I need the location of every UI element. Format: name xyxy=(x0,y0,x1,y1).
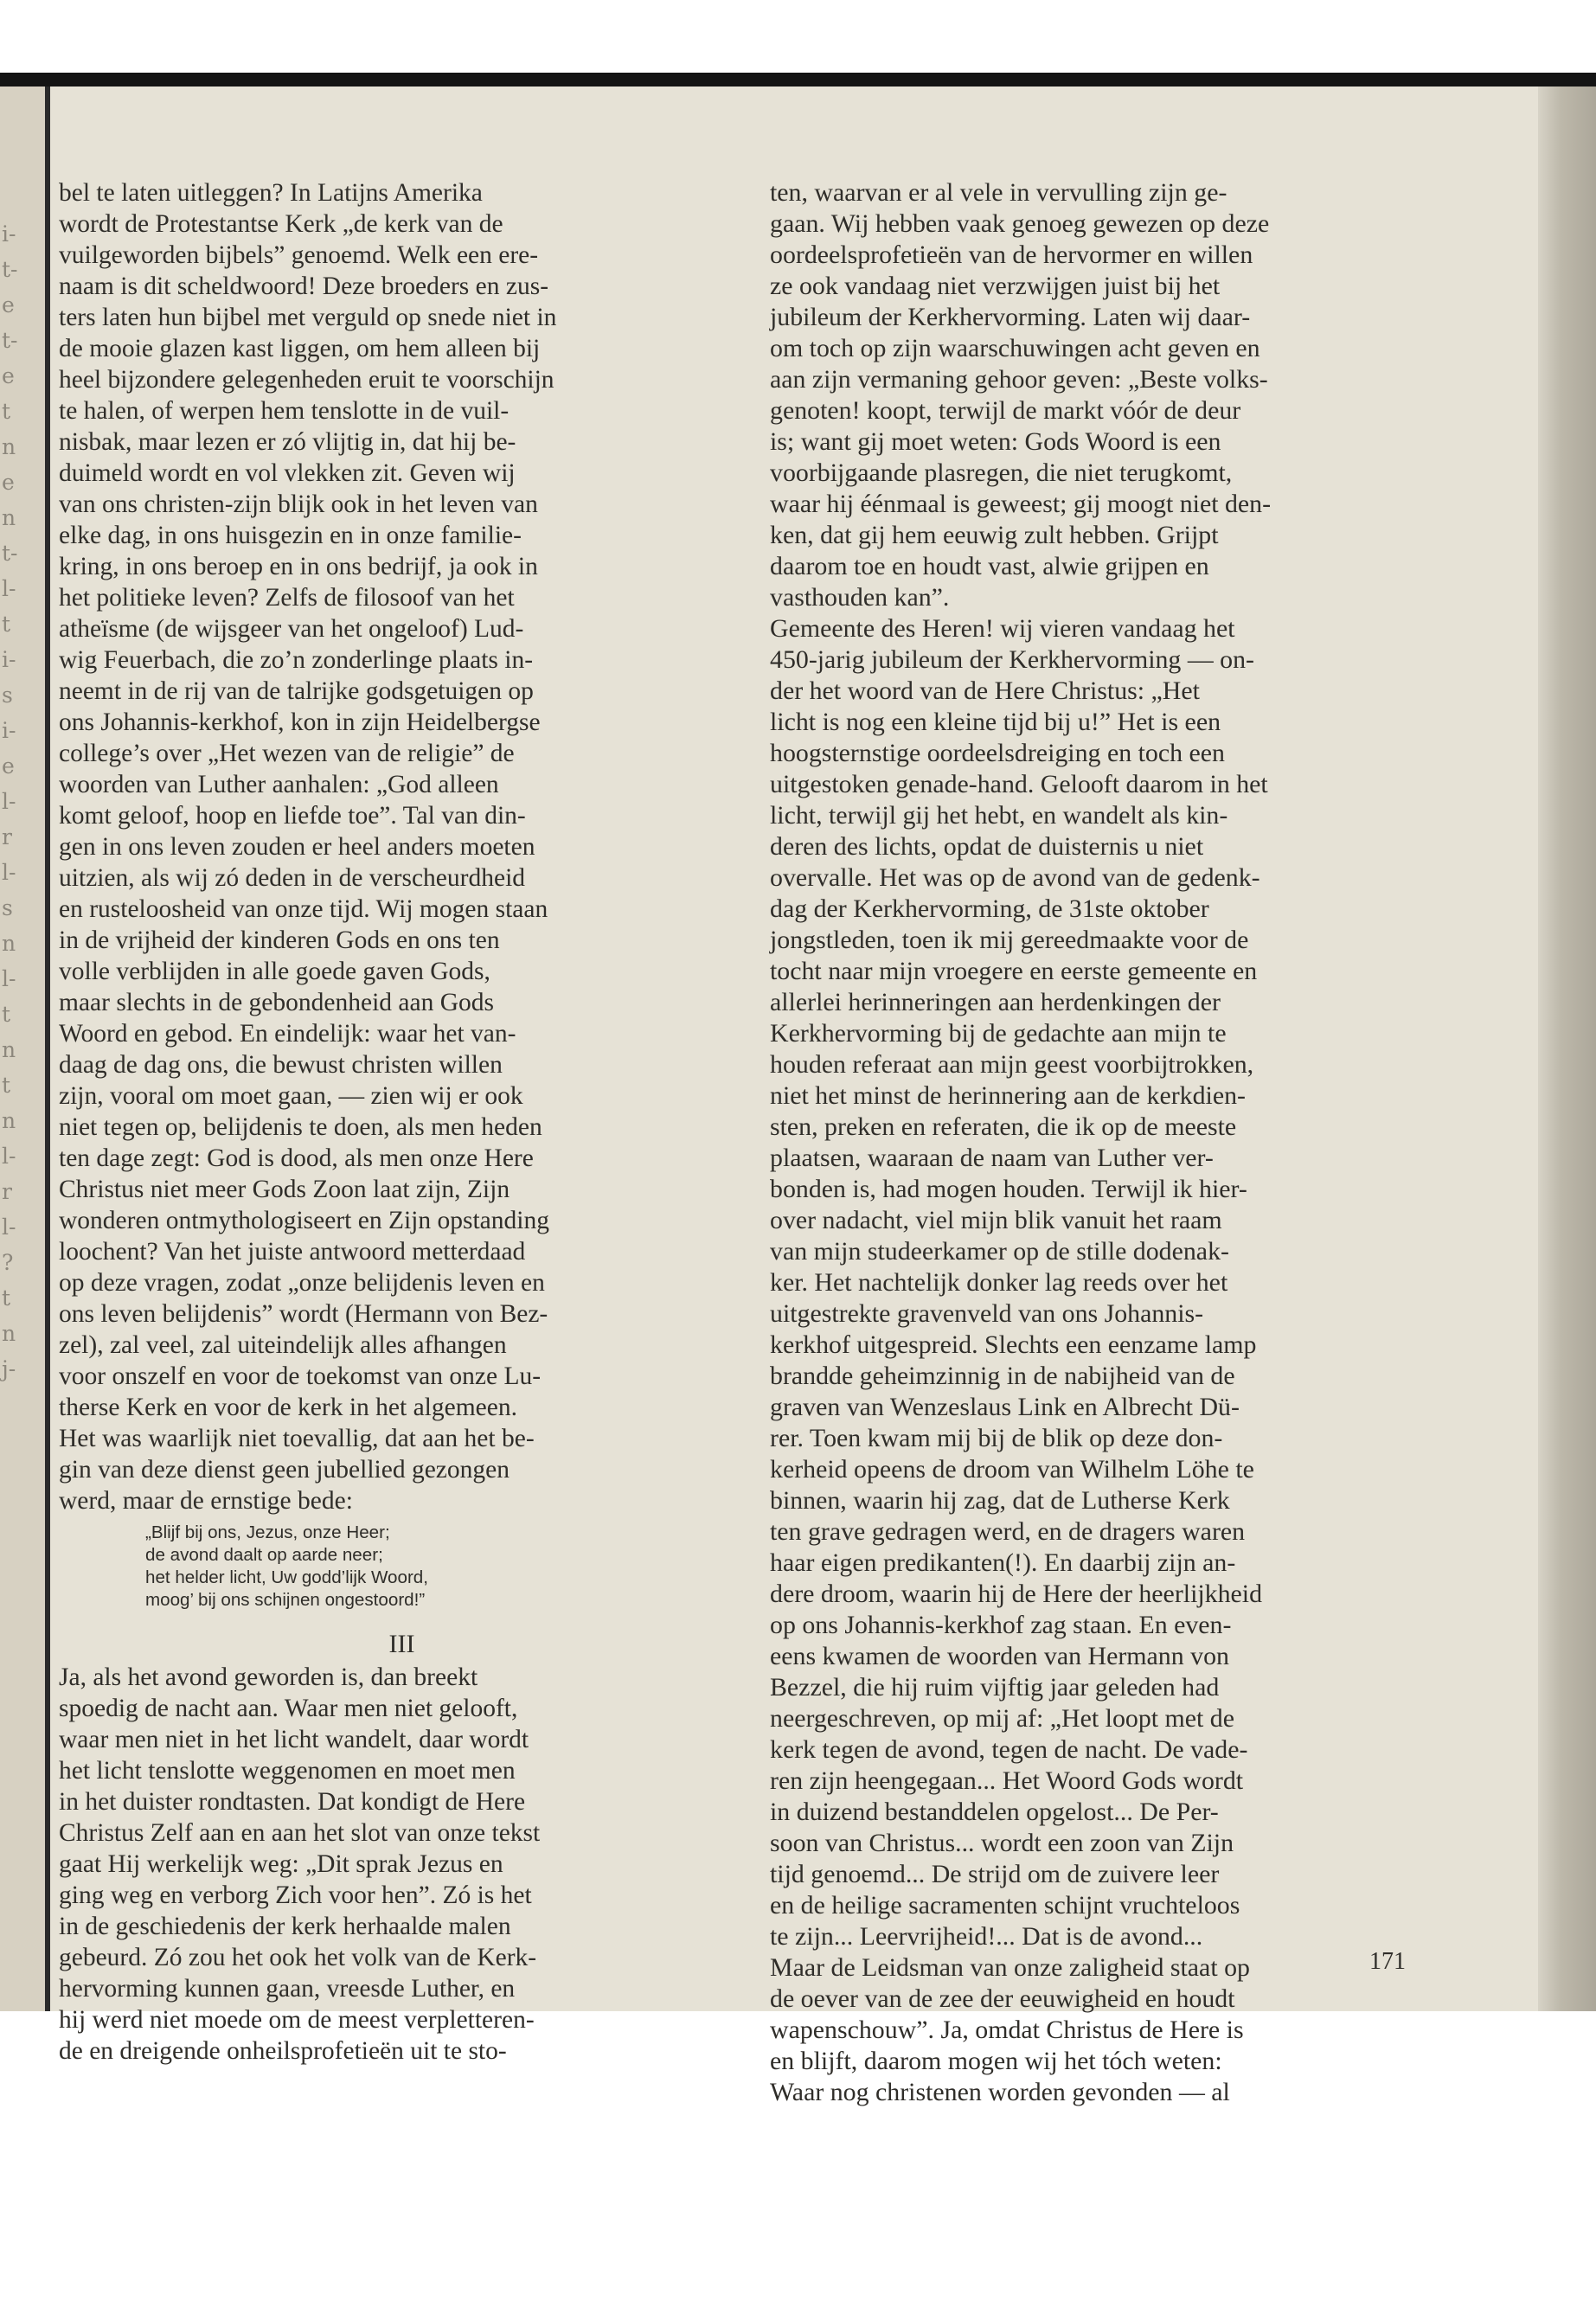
margin-fragment: t- xyxy=(2,541,18,566)
margin-fragment: r xyxy=(2,1179,12,1204)
margin-fragment: l- xyxy=(2,789,16,814)
text-line: het politieke leven? Zelfs de filosoof van het xyxy=(59,584,515,612)
text-line: te halen, of werpen hem tenslotte in de vuil- xyxy=(59,397,510,425)
text-line: sten, preken en referaten, die ik op de meeste xyxy=(770,1112,1237,1141)
page-edge-stack xyxy=(1538,87,1596,2011)
text-line: uitgestrekte gravenveld van ons Johannis- xyxy=(770,1299,1204,1328)
text-line: waar hij éénmaal is geweest; gij moogt niet den- xyxy=(770,490,1272,518)
text-line: Ja, als het avond geworden is, dan breekt xyxy=(59,1663,478,1691)
margin-fragment: i- xyxy=(2,647,16,672)
text-line: Bezzel, die hij ruim vijftig jaar geleden had xyxy=(770,1673,1220,1702)
margin-fragment: e xyxy=(2,753,15,779)
margin-fragment: l- xyxy=(2,1144,16,1169)
margin-fragment: e xyxy=(2,363,15,388)
text-line: vasthouden kan”. xyxy=(770,583,950,612)
margin-fragment: l- xyxy=(2,966,16,991)
text-line: waar men niet in het licht wandelt, daar wordt xyxy=(59,1726,529,1753)
text-line: Christus Zelf aan en aan het slot van onze tekst xyxy=(59,1819,541,1847)
text-line: ker. Het nachtelijk donker lag reeds over het xyxy=(770,1268,1228,1297)
text-line: niet het minst de herinnering aan de kerkdien- xyxy=(770,1081,1247,1110)
text-line: tocht naar mijn vroegere en eerste gemeente en xyxy=(770,957,1258,985)
text-line: maar slechts in de gebondenheid aan Gods xyxy=(59,989,494,1016)
text-line: haar eigen predikanten(!). En daarbij zijn an- xyxy=(770,1548,1236,1577)
text-line: over nadacht, viel mijn blik vanuit het raam xyxy=(770,1206,1222,1234)
text-line: graven van Wenzeslaus Link en Albrecht Dü- xyxy=(770,1393,1240,1421)
text-line: gaat Hij werkelijk weg: „Dit sprak Jezus en xyxy=(59,1850,503,1878)
text-line: 450-jarig jubileum der Kerkhervorming — on- xyxy=(770,645,1255,674)
text-line: ten grave gedragen werd, en de dragers waren xyxy=(770,1517,1246,1546)
text-line: op ons Johannis-kerkhof zag staan. En even- xyxy=(770,1611,1232,1639)
text-line: gin van deze dienst geen jubellied gezongen xyxy=(59,1456,510,1484)
text-line: hoogsternstige oordeelsdreiging en toch een xyxy=(770,739,1225,767)
text-line: komt geloof, hoop en liefde toe”. Tal van din- xyxy=(59,802,526,830)
right-column xyxy=(770,177,1426,2108)
quote-line: moog’ bij ons schijnen ongestoord!” xyxy=(145,1590,426,1610)
text-line: uitzien, als wij zó deden in de verscheurdheid xyxy=(59,864,526,892)
text-line: therse Kerk en voor de kerk in het algemeen. xyxy=(59,1394,517,1421)
text-line: op deze vragen, zodat „onze belijdenis leven en xyxy=(59,1269,545,1297)
text-line: wordt de Protestantse Kerk „de kerk van de xyxy=(59,210,503,238)
text-line: allerlei herinneringen aan herdenkingen der xyxy=(770,988,1221,1016)
text-line: kring, in ons beroep en in ons bedrijf, ja ook in xyxy=(59,553,538,580)
text-line: elke dag, in ons huisgezin en in onze familie- xyxy=(59,522,522,549)
text-line: Het was waarlijk niet toevallig, dat aan het be- xyxy=(59,1425,535,1452)
text-line: jubileum der Kerkhervorming. Laten wij daar- xyxy=(770,303,1251,331)
text-line: ren zijn heengegaan... Het Woord Gods wordt xyxy=(770,1766,1244,1795)
text-line: en blijft, daarom mogen wij het tóch weten: xyxy=(770,2047,1222,2075)
margin-fragment: t xyxy=(2,1073,11,1098)
text-line: rer. Toen kwam mij bij de blik op deze don- xyxy=(770,1424,1223,1452)
margin-fragment: n xyxy=(2,1321,16,1346)
text-line: zijn, vooral om moet gaan, — zien wij er ook xyxy=(59,1082,523,1110)
text-line: dere droom, waarin hij de Here der heerlijkheid xyxy=(770,1580,1263,1608)
text-line: college’s over „Het wezen van de religie” de xyxy=(59,740,515,767)
text-line: ging weg en verborg Zich voor hen”. Zó is het xyxy=(59,1881,532,1909)
text-line: in de geschiedenis der kerk herhaalde malen xyxy=(59,1913,511,1940)
text-line: kerk tegen de avond, tegen de nacht. De vade- xyxy=(770,1735,1248,1764)
margin-fragment: ? xyxy=(2,1250,14,1275)
text-line: dag der Kerkhervorming, de 31ste oktober xyxy=(770,894,1209,923)
text-line: de oever van de zee der eeuwigheid en houdt xyxy=(770,1984,1235,2013)
left-column-text xyxy=(59,177,745,1516)
text-line: werd, maar de ernstige bede: xyxy=(59,1487,353,1515)
text-line: daarom toe en houdt vast, alwie grijpen en xyxy=(770,552,1209,580)
text-line: kerheid opeens de droom van Wilhelm Löhe te xyxy=(770,1455,1254,1484)
text-line: heel bijzondere gelegenheden eruit te voorschijn xyxy=(59,366,554,394)
text-line: voorbijgaande plasregen, die niet terugkomt, xyxy=(770,458,1233,487)
margin-fragment: t- xyxy=(2,257,18,282)
text-line: soon van Christus... wordt een zoon van Zijn xyxy=(770,1829,1234,1857)
text-line: zel), zal veel, zal uiteindelijk alles afhangen xyxy=(59,1331,507,1359)
text-line: naam is dit scheldwoord! Deze broeders en zus- xyxy=(59,272,549,300)
text-line: brandde geheimzinnig in de nabijheid van de xyxy=(770,1362,1235,1390)
facing-page-strip xyxy=(0,87,48,2011)
text-line: Waar nog christenen worden gevonden — al xyxy=(770,2078,1230,2106)
quote-line: „Blijf bij ons, Jezus, onze Heer; xyxy=(145,1522,390,1542)
left-column xyxy=(59,177,745,2067)
left-column-text-continued xyxy=(59,1662,745,2067)
text-line: neemt in de rij van de talrijke godsgetuigen op xyxy=(59,677,534,705)
text-line: het licht tenslotte weggenomen en moet men xyxy=(59,1757,516,1785)
text-line: om toch op zijn waarschuwingen acht geven en xyxy=(770,334,1260,362)
margin-fragment: n xyxy=(2,434,16,459)
text-line: ten, waarvan er al vele in vervulling zijn ge- xyxy=(770,178,1227,207)
margin-fragment: l- xyxy=(2,860,16,885)
text-line: volle verblijden in alle goede gaven Gods, xyxy=(59,958,490,985)
text-line: in duizend bestanddelen opgelost... De Per- xyxy=(770,1798,1219,1826)
margin-fragment: t xyxy=(2,1002,11,1027)
text-line: gebeurd. Zó zou het ook het volk van de Kerk- xyxy=(59,1944,537,1971)
text-line: neergeschreven, op mij af: „Het loopt met de xyxy=(770,1704,1235,1733)
text-line: tijd genoemd... De strijd om de zuivere leer xyxy=(770,1860,1220,1888)
text-line: jongstleden, toen ik mij gereedmaakte voor de xyxy=(770,926,1249,954)
text-line: der het woord van de Here Christus: „Het xyxy=(770,676,1200,705)
text-line: gen in ons leven zouden er heel anders moeten xyxy=(59,833,535,861)
text-line: van mijn studeerkamer op de stille dodenak- xyxy=(770,1237,1229,1266)
quote-line: de avond daalt op aarde neer; xyxy=(145,1545,383,1565)
text-line: van ons christen-zijn blijk ook in het leven van xyxy=(59,490,538,518)
text-line: en rusteloosheid van onze tijd. Wij mogen staan xyxy=(59,895,548,923)
margin-fragment: n xyxy=(2,1037,16,1062)
margin-fragment: t xyxy=(2,612,11,637)
margin-fragment: t xyxy=(2,399,11,424)
margin-fragment: e xyxy=(2,292,15,317)
text-line: houden referaat aan mijn geest voorbijtrokken, xyxy=(770,1050,1254,1079)
text-line: daag de dag ons, die bewust christen willen xyxy=(59,1051,503,1079)
text-line: aan zijn vermaning gehoor geven: „Beste volks- xyxy=(770,365,1268,394)
text-line: licht, terwijl gij het hebt, en wandelt als kin- xyxy=(770,801,1228,830)
text-line: uitgestoken genade-hand. Gelooft daarom in het xyxy=(770,770,1268,798)
text-line: Christus niet meer Gods Zoon laat zijn, Zijn xyxy=(59,1176,510,1203)
text-line: eens kwamen de woorden van Hermann von xyxy=(770,1642,1229,1670)
margin-fragment: r xyxy=(2,824,12,849)
margin-fragment: n xyxy=(2,1108,16,1133)
margin-fragment: t xyxy=(2,1285,11,1311)
text-line: spoedig de nacht aan. Waar men niet gelooft, xyxy=(59,1695,518,1722)
text-line: in de vrijheid der kinderen Gods en ons ten xyxy=(59,926,500,954)
text-line: gaan. Wij hebben vaak genoeg gewezen op deze xyxy=(770,209,1270,238)
margin-fragment: n xyxy=(2,505,16,530)
text-line: ons leven belijdenis” wordt (Hermann von Bez- xyxy=(59,1300,548,1328)
page-number: 171 xyxy=(1369,1948,1406,1975)
text-line: licht is nog een kleine tijd bij u!” Het is een xyxy=(770,708,1221,736)
margin-fragment: l- xyxy=(2,1215,16,1240)
text-line: hij werd niet moede om de meest verpletteren- xyxy=(59,2006,535,2034)
text-line: ters laten hun bijbel met verguld op snede niet in xyxy=(59,304,557,331)
margin-fragment: j- xyxy=(2,1356,16,1381)
text-line: Maar de Leidsman van onze zaligheid staat op xyxy=(770,1953,1250,1982)
text-line: Gemeente des Heren! wij vieren vandaag het xyxy=(770,614,1235,643)
text-line: overvalle. Het was op de avond van de gedenk- xyxy=(770,863,1260,892)
text-line: nisbak, maar lezen er zó vlijtig in, dat hij be- xyxy=(59,428,516,456)
text-line: atheïsme (de wijsgeer van het ongeloof) Lud- xyxy=(59,615,524,643)
facing-page-fragments xyxy=(2,216,36,1387)
text-line: loochent? Van het juiste antwoord metterdaad xyxy=(59,1238,526,1266)
margin-fragment: e xyxy=(2,470,15,495)
text-line: deren des lichts, opdat de duisternis u niet xyxy=(770,832,1204,861)
text-line: en de heilige sacramenten schijnt vruchteloos xyxy=(770,1891,1240,1920)
margin-fragment: s xyxy=(2,895,13,920)
text-line: wonderen ontmythologiseert en Zijn opstanding xyxy=(59,1207,549,1234)
text-line: in het duister rondtasten. Dat kondigt de Here xyxy=(59,1788,526,1816)
text-line: kerkhof uitgespreid. Slechts een eenzame lamp xyxy=(770,1330,1257,1359)
text-line: de mooie glazen kast liggen, om hem alleen bij xyxy=(59,335,541,362)
text-line: genoten! koopt, terwijl de markt vóór de deur xyxy=(770,396,1241,425)
text-line: duimeld wordt en vol vlekken zit. Geven wij xyxy=(59,459,516,487)
margin-fragment: i- xyxy=(2,718,16,743)
margin-fragment: l- xyxy=(2,576,16,601)
section-heading: III xyxy=(388,1630,415,1658)
text-line: te zijn... Leervrijheid!... Dat is de avond... xyxy=(770,1922,1203,1951)
text-line: binnen, waarin hij zag, dat de Lutherse Kerk xyxy=(770,1486,1230,1515)
text-line: bonden is, had mogen houden. Terwijl ik hier- xyxy=(770,1175,1247,1203)
text-line: hervorming kunnen gaan, vreesde Luther, en xyxy=(59,1975,516,2003)
text-line: ons Johannis-kerkhof, kon in zijn Heidelbergse xyxy=(59,708,541,736)
text-line: Woord en gebod. En eindelijk: waar het van- xyxy=(59,1020,516,1048)
text-line: oordeelsprofetieën van de hervormer en willen xyxy=(770,240,1253,269)
text-line: niet tegen op, belijdenis te doen, als men heden xyxy=(59,1113,542,1141)
margin-fragment: s xyxy=(2,683,13,708)
margin-fragment: n xyxy=(2,931,16,956)
quote-line: het helder licht, Uw godd’lijk Woord, xyxy=(145,1567,428,1587)
text-line: wapenschouw”. Ja, omdat Christus de Here is xyxy=(770,2016,1244,2044)
text-line: woorden van Luther aanhalen: „God alleen xyxy=(59,771,499,798)
text-line: wig Feuerbach, die zo’n zonderlinge plaats in- xyxy=(59,646,534,674)
text-line: ken, dat gij hem eeuwig zult hebben. Grijpt xyxy=(770,521,1219,549)
text-line: ten dage zegt: God is dood, als men onze Here xyxy=(59,1144,534,1172)
text-line: bel te laten uitleggen? In Latijns Amerika xyxy=(59,179,483,207)
text-line: Kerkhervorming bij de gedachte aan mijn te xyxy=(770,1019,1227,1048)
margin-fragment: i- xyxy=(2,221,16,247)
margin-fragment: t- xyxy=(2,328,18,353)
text-line: vuilgeworden bijbels” genoemd. Welk een ere- xyxy=(59,241,539,269)
text-line: de en dreigende onheilsprofetieën uit te sto- xyxy=(59,2037,507,2065)
text-line: plaatsen, waaraan de naam van Luther ver- xyxy=(770,1144,1214,1172)
hymn-quote xyxy=(59,1516,745,1624)
text-line: voor onszelf en voor de toekomst van onze Lu- xyxy=(59,1362,542,1390)
text-line: is; want gij moet weten: Gods Woord is een xyxy=(770,427,1221,456)
right-column-text xyxy=(770,177,1426,2108)
text-line: ze ook vandaag niet verzwijgen juist bij het xyxy=(770,272,1221,300)
